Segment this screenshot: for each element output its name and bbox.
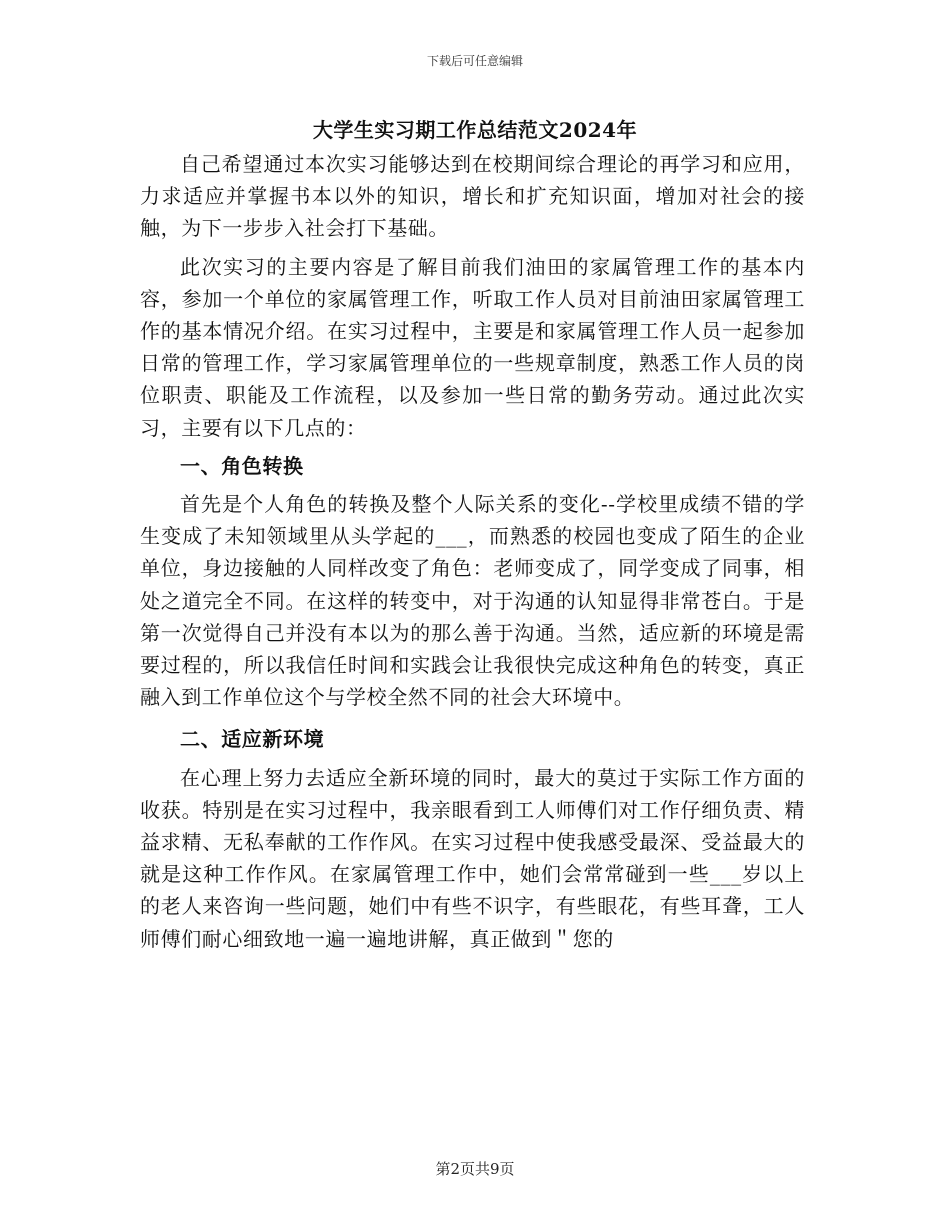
section-heading-new-environment: 二、适应新环境: [180, 727, 325, 752]
paragraph-content: 此次实习的主要内容是了解目前我们油田的家属管理工作的基本内容，参加一个单位的家属管理工作，听取工作人员对目前油田家属管理工作的基本情况介绍。在实习过程中，主要是和家属管理工作人员一起参加日常的管理工作，学习家属管理单位的一些规章制度，熟悉工作人员的岗位职责、职能及工作流程，以及参加一些日常的勤务劳动。通过此次实习，主要有以下几点的：: [140, 254, 805, 440]
document-body: [140, 148, 805, 955]
page-header-note: 下载后可任意编辑: [426, 54, 523, 68]
paragraph-intro: 自己希望通过本次实习能够达到在校期间综合理论的再学习和应用，力求适应并掌握书本以外的知识，增长和扩充知识面，增加对社会的接触，为下一步步入社会打下基础。: [140, 152, 805, 241]
page-number: 第2页共9页: [435, 1160, 515, 1178]
paragraph-role-change: 首先是个人角色的转换及整个人际关系的变化--学校里成绩不错的学生变成了未知领域里从头学起的___，而熟悉的校园也变成了陌生的企业单位，身边接触的人同样改变了角色：老师变成了，同学变成了同事，相处之道完全不同。在这样的转变中，对于沟通的认知显得非常苍白。于是第一次觉得自己并没有本以为的那么善于沟通。当然，适应新的环境是需要过程的，所以我信任时间和实践会让我很快完成这种角色的转变，真正融入到工作单位这个与学校全然不同的社会大环境中。: [140, 492, 805, 710]
section-heading-role-change: 一、角色转换: [180, 453, 304, 478]
document-title: 大学生实习期工作总结范文2024年: [312, 118, 638, 142]
paragraph-new-environment: 在心理上努力去适应全新环境的同时，最大的莫过于实际工作方面的收获。特别是在实习过程中，我亲眼看到工人师傅们对工作仔细负责、精益求精、无私奉献的工作作风。在实习过程中使我感受最深、受益最大的就是这种工作作风。在家属管理工作中，她们会常常碰到一些___岁以上的老人来咨询一些问题，她们中有些不识字，有些眼花，有些耳聋，工人师傅们耐心细致地一遍一遍地讲解，真正做到＂您的: [140, 765, 805, 951]
